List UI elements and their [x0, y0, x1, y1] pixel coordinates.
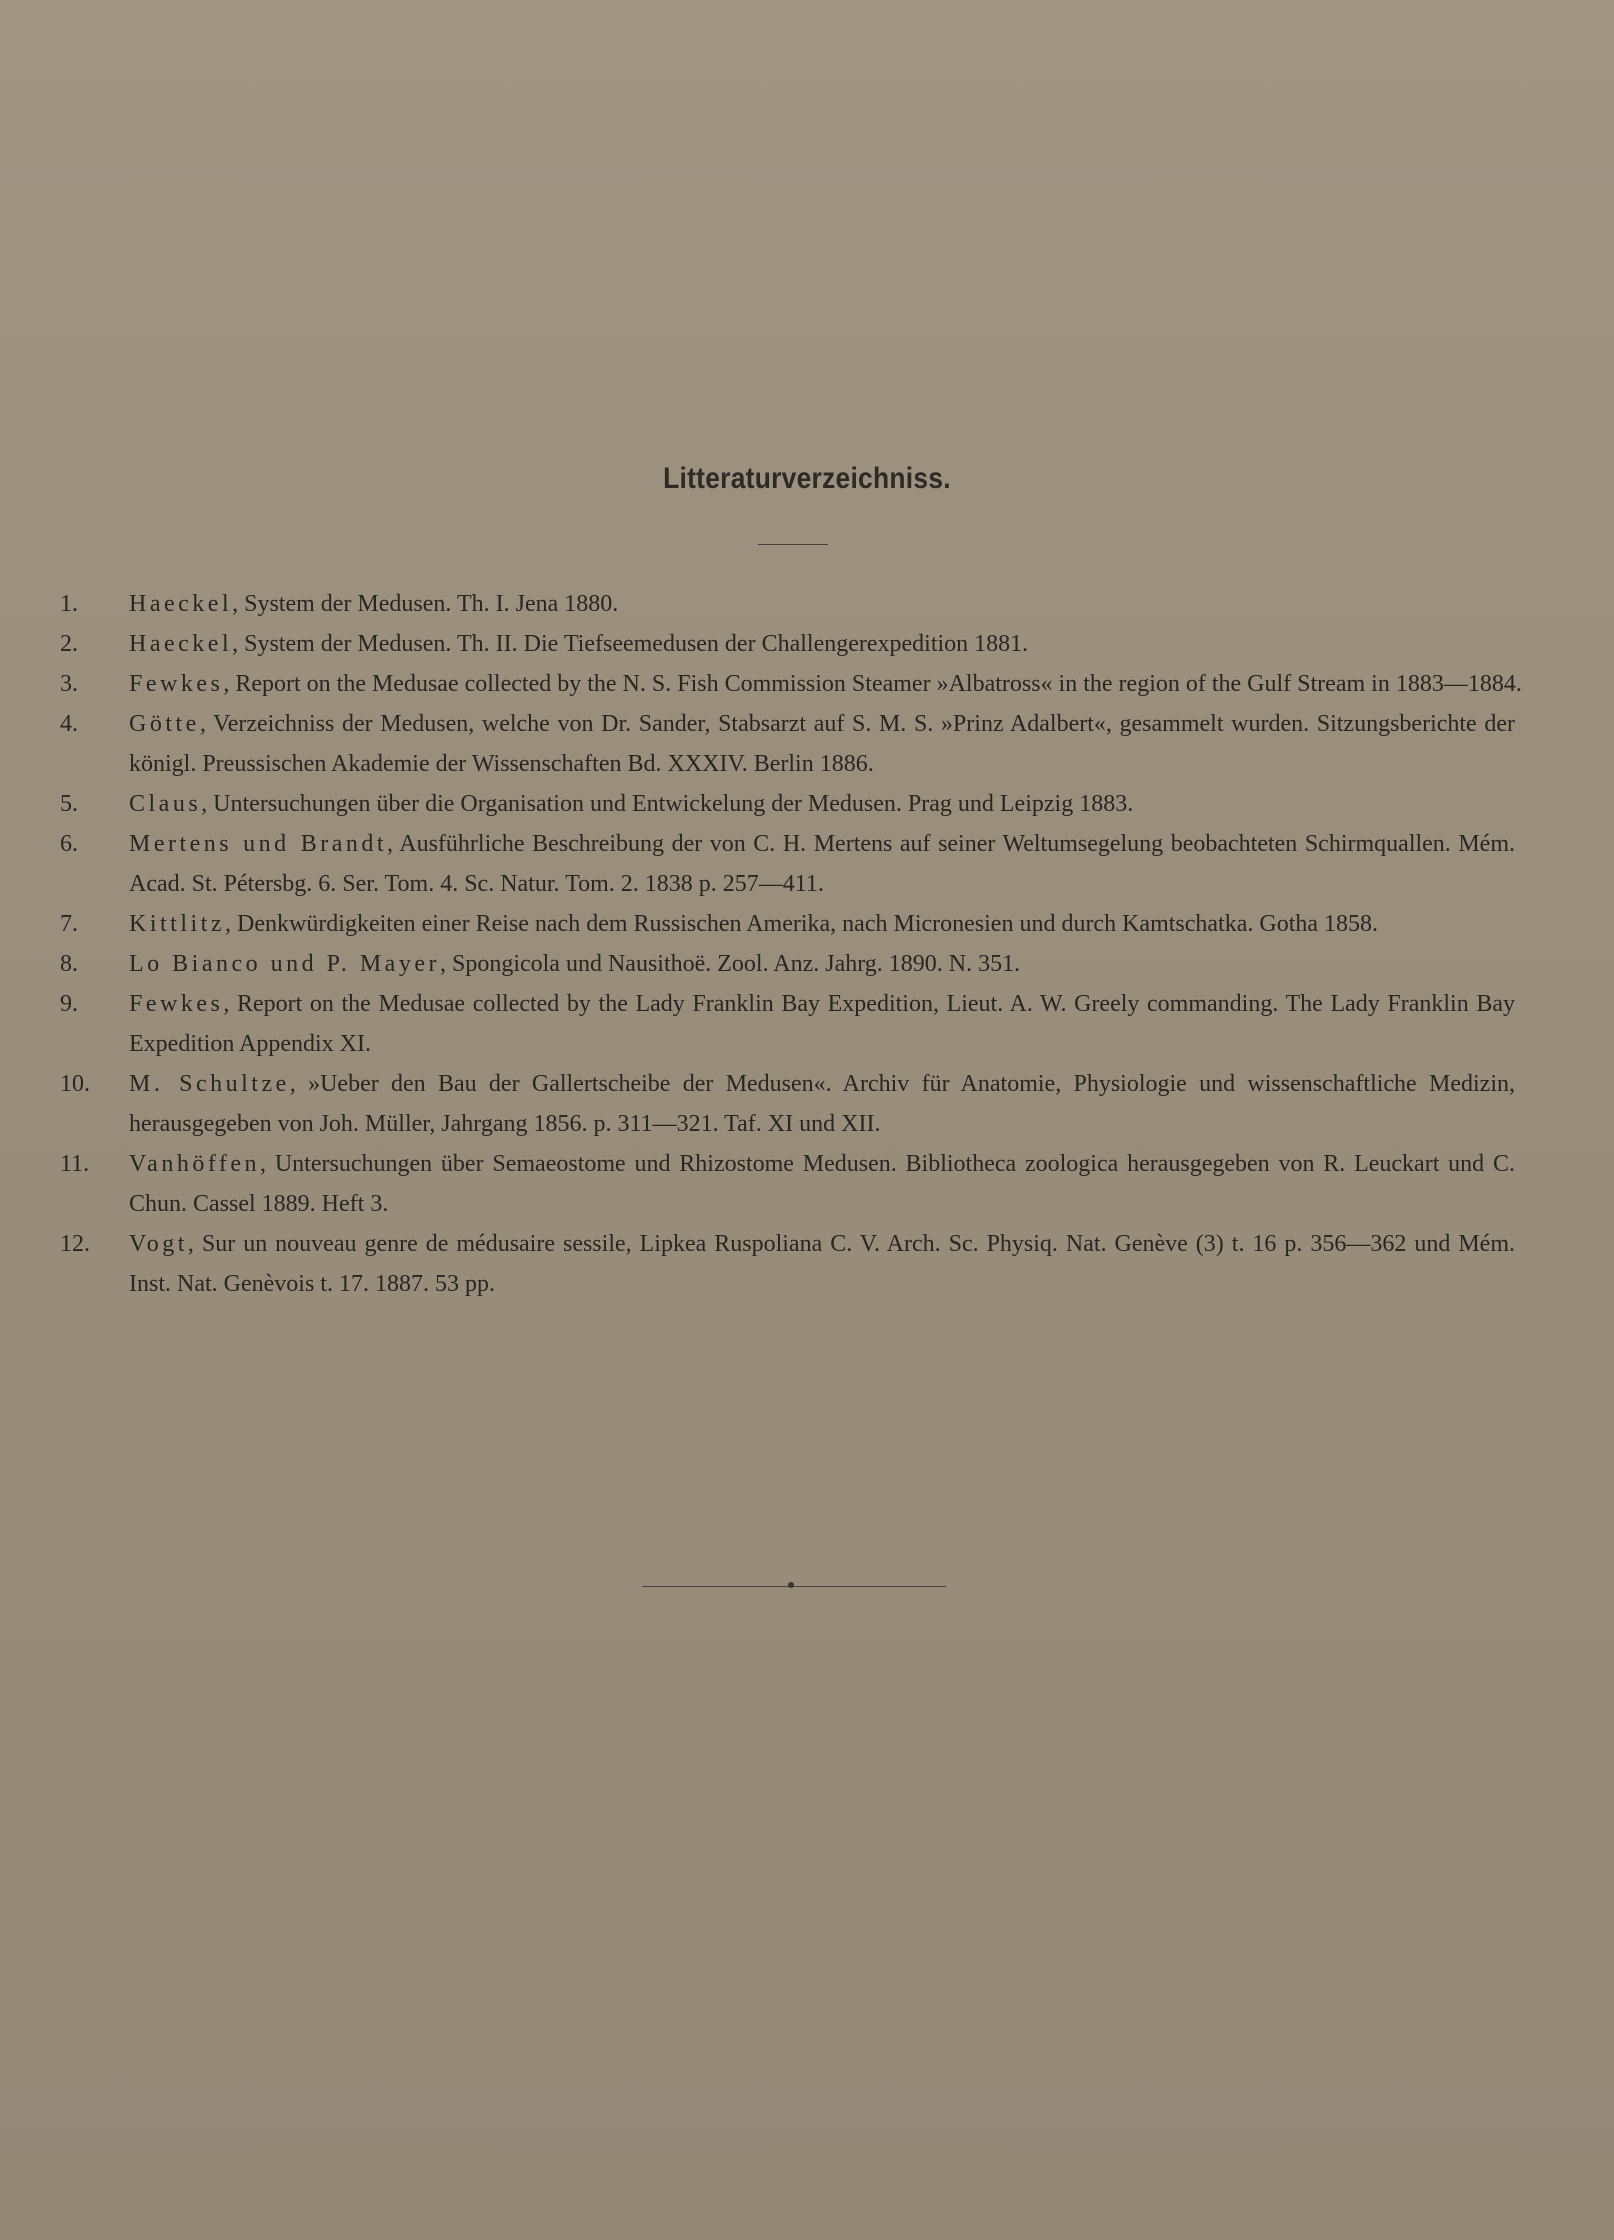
reference-item [0, 984, 1515, 1064]
reference-list [0, 584, 1614, 1304]
page-title: Litteraturverzeichniss. [663, 462, 951, 495]
reference-text: , System der Medusen. Th. I. Jena 1880. [232, 591, 619, 617]
reference-item [0, 584, 1515, 624]
reference-author: Haeckel [129, 631, 233, 657]
reference-item [0, 944, 1515, 984]
reference-number: 12. [60, 1231, 90, 1257]
closing-divider [642, 1586, 946, 1587]
reference-author: Mertens und Brandt [129, 831, 388, 857]
reference-item [0, 784, 1515, 824]
reference-text: , »Ueber den Bau der Gallertscheibe der Medusen«. Archiv für Anatomie, Physiologie und wissenschaftliche Medizin, herausgegeben von Joh. Müller, Jahrgang 1856. p. 311—321. Taf. XI und XII. [129, 1071, 1515, 1137]
reference-text: , Denkwürdigkeiten einer Reise nach dem Russischen Amerika, nach Micronesien und durch Kamtschatka. Gotha 1858. [225, 911, 1379, 937]
reference-number: 5. [60, 791, 78, 817]
reference-item [0, 664, 1525, 704]
reference-author: Vanhöffen [129, 1151, 261, 1177]
reference-text: , Report on the Medusae collected by the N. S. Fish Commission Steamer »Albatross« in the region of the Gulf Stream in 1883—1884. [223, 671, 1522, 697]
reference-number: 10. [60, 1071, 90, 1097]
reference-author: Haeckel [129, 591, 233, 617]
reference-author: Kittlitz [129, 911, 225, 937]
reference-item [0, 904, 1515, 944]
reference-author: Claus [129, 791, 202, 817]
reference-number: 4. [60, 711, 78, 737]
reference-item [0, 704, 1515, 784]
reference-item [0, 1144, 1515, 1224]
reference-number: 2. [60, 631, 78, 657]
reference-number: 7. [60, 911, 78, 937]
reference-text: , System der Medusen. Th. II. Die Tiefseemedusen der Challengerexpedition 1881. [232, 631, 1029, 657]
reference-item [0, 624, 1515, 664]
reference-number: 6. [60, 831, 78, 857]
reference-item [0, 1224, 1515, 1304]
reference-author: Vogt [129, 1231, 188, 1257]
reference-author: Fewkes [129, 991, 224, 1017]
reference-number: 1. [60, 591, 78, 617]
reference-number: 8. [60, 951, 78, 977]
reference-number: 11. [60, 1151, 90, 1177]
reference-author: Lo Bianco und P. Mayer [129, 951, 440, 977]
reference-number: 3. [60, 671, 78, 697]
reference-text: , Untersuchungen über die Organisation und Entwickelung der Medusen. Prag und Leipzig 1883. [201, 791, 1134, 817]
reference-text: , Ausführliche Beschreibung der von C. H. Mertens auf seiner Weltumsegelung beobachteten Schirmquallen. Mém. Acad. St. Pétersbg. 6. Ser. Tom. 4. Sc. Natur. Tom. 2. 1838 p. 257—411. [129, 831, 1516, 897]
reference-text: , Spongicola und Nausithoë. Zool. Anz. Jahrg. 1890. N. 351. [439, 951, 1021, 977]
reference-item [0, 1064, 1515, 1144]
reference-author: Fewkes [129, 671, 224, 697]
reference-text: , Verzeichniss der Medusen, welche von Dr. Sander, Stabsarzt auf S. M. S. »Prinz Adalbert«, gesammelt wurden. Sitzungsberichte der königl. Preussischen Akademie der Wissenschaften Bd. XXXIV. Berlin 1886. [129, 711, 1515, 777]
reference-text: , Report on the Medusae collected by the Lady Franklin Bay Expedition, Lieut. A. W. Greely commanding. The Lady Franklin Bay Expedition Appendix XI. [129, 991, 1515, 1057]
reference-number: 9. [60, 991, 78, 1017]
reference-text: , Untersuchungen über Semaeostome und Rhizostome Medusen. Bibliotheca zoologica herausgegeben von R. Leuckart und C. Chun. Cassel 1889. Heft 3. [129, 1151, 1515, 1217]
closing-ornament [788, 1582, 794, 1588]
reference-author: M. Schultze [129, 1071, 290, 1097]
reference-author: Götte [129, 711, 200, 737]
reference-item [0, 824, 1515, 904]
title-divider [758, 544, 828, 545]
reference-text: , Sur un nouveau genre de médusaire sessile, Lipkea Ruspoliana C. V. Arch. Sc. Physiq. Nat. Genève (3) t. 16 p. 356—362 und Mém. Inst. Nat. Genèvois t. 17. 1887. 53 pp. [129, 1231, 1515, 1297]
